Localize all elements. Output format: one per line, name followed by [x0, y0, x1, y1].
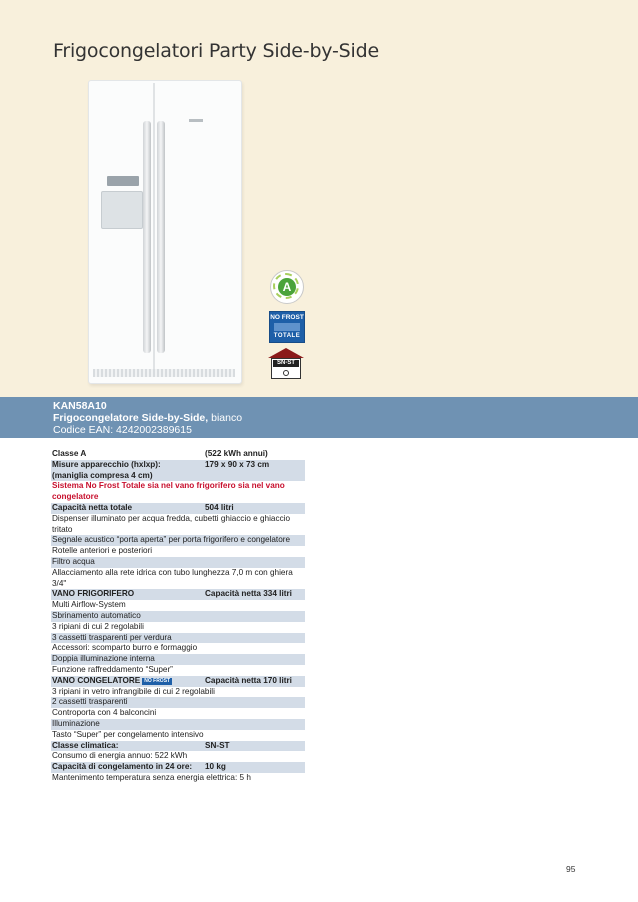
spec-label: 3 ripiani in vetro infrangibile di cui 2 regolabili — [52, 686, 215, 696]
spec-label: Misure apparecchio (hxlxp): — [52, 459, 161, 469]
spec-label: Accessori: scomparto burro e formaggio — [52, 643, 198, 653]
spec-row — [51, 708, 305, 719]
spec-row — [51, 611, 305, 622]
model-name — [53, 412, 242, 424]
spec-label: Segnale acustico “porta aperta” per porta frigorifero e congelatore — [52, 535, 291, 545]
spec-value: 179 x 90 x 73 cm — [205, 459, 270, 469]
water-dispenser — [101, 191, 143, 229]
spec-row — [51, 568, 305, 590]
spec-label: 3 ripiani di cui 2 regolabili — [52, 621, 144, 631]
spec-label: Funzione raffreddamento “Super” — [52, 664, 173, 674]
spec-row — [51, 633, 305, 644]
spec-value: Capacità netta 170 litri — [205, 675, 292, 685]
spec-label: Doppia illuminazione interna — [52, 654, 155, 664]
energy-class-label: A — [278, 278, 296, 296]
climate-class-label: SN-ST — [273, 360, 299, 367]
brand-logo — [189, 119, 203, 122]
spec-row — [51, 697, 305, 708]
spec-row — [51, 643, 305, 654]
page-number: 95 — [566, 864, 576, 874]
fridge-handle-right — [157, 121, 165, 353]
spec-row — [51, 665, 305, 676]
spec-row — [51, 460, 305, 471]
spec-row — [51, 503, 305, 514]
model-code: KAN58A10 — [53, 400, 107, 412]
spec-row — [51, 654, 305, 665]
spec-label: Classe A — [52, 449, 87, 458]
spec-label: 3 cassetti trasparenti per verdura — [52, 632, 172, 642]
nofrost-label: NO FROST — [270, 314, 304, 321]
spec-row — [51, 762, 305, 773]
spec-row — [51, 481, 305, 503]
model-header — [0, 397, 638, 438]
spec-label: Capacità di congelamento in 24 ore: — [52, 762, 193, 772]
house-icon — [271, 358, 301, 379]
house-roof-icon — [268, 348, 304, 358]
spec-value: 10 kg — [205, 762, 226, 772]
spec-row — [51, 535, 305, 546]
spec-label: Classe climatica: — [52, 740, 119, 750]
spec-row — [51, 719, 305, 730]
spec-row — [51, 449, 305, 460]
spec-row — [51, 751, 305, 762]
spec-label: 2 cassetti trasparenti — [52, 697, 128, 707]
spec-label: Multi Airflow-System — [52, 600, 126, 610]
fridge-handle-left — [143, 121, 151, 353]
spec-label: Consumo di energia annuo: 522 kWh — [52, 751, 188, 761]
spec-label: Sistema No Frost Totale sia nel vano frigorifero sia nel vano congelatore — [52, 481, 285, 502]
spec-value: (522 kWh annui) — [205, 449, 268, 458]
spec-label: VANO CONGELATORE — [52, 675, 141, 685]
spec-label: Sbrinamento automatico — [52, 610, 141, 620]
spec-label: (maniglia compresa 4 cm) — [52, 470, 153, 480]
spec-row — [51, 589, 305, 600]
spec-label: Allacciamento alla rete idrica con tubo lunghezza 7,0 m con ghiera 3/4" — [52, 567, 293, 588]
spec-label: VANO FRIGORIFERO — [52, 589, 135, 599]
spec-label: Controporta con 4 balconcini — [52, 708, 157, 718]
spec-value: 504 litri — [205, 502, 234, 512]
spec-label: Capacità netta totale — [52, 502, 133, 512]
ventilation-grille — [93, 369, 235, 377]
door-split — [153, 83, 155, 369]
model-ean: Codice EAN: 4242002389615 — [53, 424, 192, 436]
spec-label: Filtro acqua — [52, 556, 95, 566]
spec-row — [51, 546, 305, 557]
spec-row — [51, 622, 305, 633]
spec-row — [51, 471, 305, 482]
spec-table — [51, 449, 305, 784]
fridge-image — [88, 80, 242, 384]
spec-value: Capacità netta 334 litri — [205, 589, 292, 599]
spec-label: Rotelle anteriori e posteriori — [52, 546, 153, 556]
spec-row — [51, 514, 305, 536]
snowflake-icon — [274, 323, 300, 331]
control-display — [107, 176, 139, 186]
energy-class-badge — [270, 270, 304, 304]
spec-label: Tasto “Super” per congelamento intensivo — [52, 729, 204, 739]
spec-label: Dispenser illuminato per acqua fredda, cubetti ghiaccio e ghiaccio tritato — [52, 513, 291, 534]
spec-row — [51, 687, 305, 698]
spec-row — [51, 557, 305, 568]
spec-label: Illuminazione — [52, 718, 100, 728]
spec-row — [51, 730, 305, 741]
thermometer-icon — [283, 370, 289, 376]
nofrost-badge — [269, 311, 305, 343]
nofrost-sublabel: TOTALE — [273, 333, 301, 339]
spec-value: SN-ST — [205, 740, 230, 750]
spec-row — [51, 741, 305, 752]
spec-label: Mantenimento temperatura senza energia elettrica: 5 h — [52, 772, 251, 782]
spec-row — [51, 600, 305, 611]
nofrost-tag: NO FROST — [144, 677, 171, 684]
page-title: Frigocongelatori Party Side-by-Side — [53, 40, 379, 62]
model-color: bianco — [208, 412, 243, 424]
climate-class-badge — [267, 348, 305, 380]
spec-row — [51, 773, 305, 784]
model-type: Frigocongelatore Side-by-Side, — [53, 412, 209, 424]
spec-row — [51, 676, 305, 687]
